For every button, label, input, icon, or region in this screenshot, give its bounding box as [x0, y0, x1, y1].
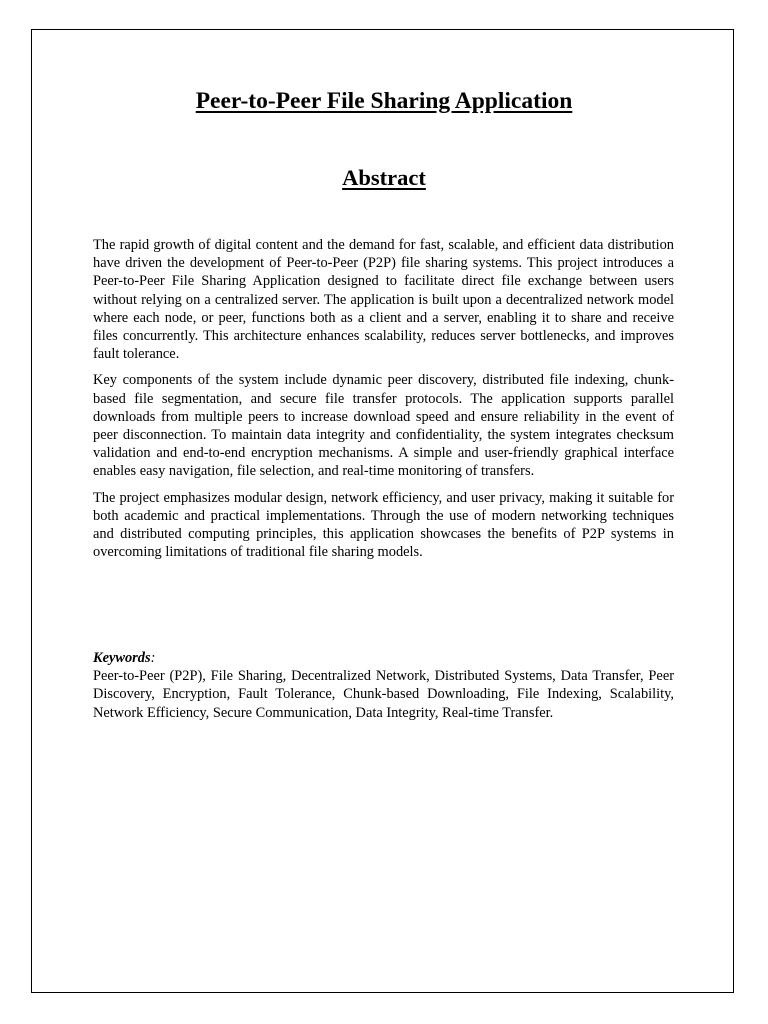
abstract-paragraph-1: The rapid growth of digital content and the demand for fast, scalable, and efficient data distribution have driven the development of Peer-to-Peer (P2P) file sharing systems. This project introduces a Peer-to-Peer File Sharing Application designed to facilitate direct file exchange between users without relying on a centralized server. The application is built upon a decentralized network model where each node, or peer, functions both as a client and a server, enabling it to share and receive files concurrently. This architecture enhances scalability, reduces server bottlenecks, and improves fault tolerance.: [93, 237, 674, 363]
keywords-heading: [93, 649, 674, 667]
abstract-body: [93, 236, 674, 569]
abstract-paragraph-2: Key components of the system include dynamic peer discovery, distributed file indexing, chunk-based file segmentation, and secure file transfer protocols. The application supports parallel downloads from multiple peers to increase download speed and ensure reliability in the event of peer disconnection. To maintain data integrity and confidentiality, the system integrates checksum validation and end-to-end encryption mechanisms. A simple and user-friendly graphical interface enables easy navigation, file selection, and real-time monitoring of transfers.: [93, 372, 674, 480]
abstract-paragraph-3: The project emphasizes modular design, network efficiency, and user privacy, making it suitable for both academic and practical implementations. Through the use of modern networking techniques and distributed computing principles, this application showcases the benefits of P2P systems in overcoming limitations of traditional file sharing models.: [93, 489, 674, 561]
document-title: Peer-to-Peer File Sharing Application: [195, 88, 573, 114]
keywords-list: Peer-to-Peer (P2P), File Sharing, Decentralized Network, Distributed Systems, Data Transfer, Peer Discovery, Encryption, Fault Tolerance, Chunk-based Downloading, File Indexing, Scalability, Network Efficiency, Secure Communication, Data Integrity, Real-time Transfer.: [93, 668, 674, 721]
keywords-colon: :: [150, 650, 156, 666]
keywords-section: [93, 649, 674, 722]
abstract-heading: Abstract: [342, 165, 426, 190]
keywords-label: Keywords: [93, 650, 151, 666]
